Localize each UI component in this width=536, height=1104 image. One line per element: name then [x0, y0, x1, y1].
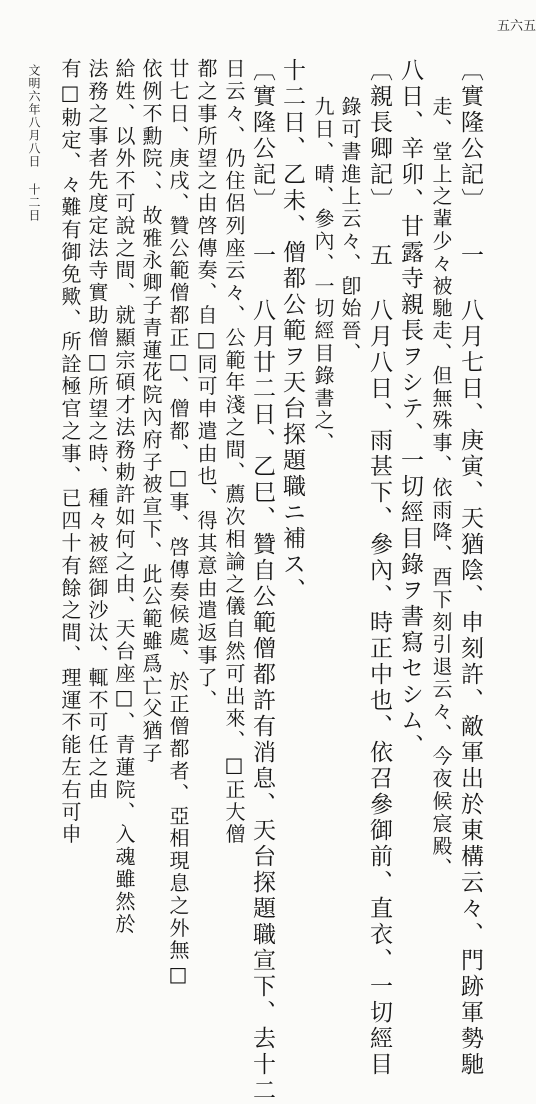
text-column-1: 〔實隆公記〕 一 八月七日、庚寅、天猶陰、申刻許、敵軍出於東構云々、門跡軍勢馳 [457, 58, 483, 1078]
text-column-12: 依例不勳院、、故雅永卿子青蓮花院內府子被宣下、此公範雖爲亡父猶子 [139, 58, 163, 765]
margin-date-note: 文明六年八月八日 十二日 [27, 64, 41, 222]
text-column-11: 廿七日、庚戌、贊公範僧都正□、僧都、□事、啓傳奏候處、於正僧都者、亞相現息之外無□ [166, 58, 190, 989]
text-column-9: 日云々、仍住侶列座云々、公範年淺之間、薦次相論之儀自然可出來、□正大僧 [222, 58, 246, 846]
text-column-4: 〔親長卿記〕 五 八月八日、雨甚下、參內、時正中也、依召參御前、直衣、一切經目 [366, 58, 392, 1078]
text-column-14: 法務之事者先度定法寺實助僧□所望之時、種々被經御沙汰、輒不可任之由 [85, 58, 109, 802]
text-column-5: 錄可書進上云々、卽始晉、 [338, 96, 362, 365]
text-column-2: 走、堂上之輩少々被馳走、但無殊事、依雨降、酉下刻引退云々、今夜候宸殿、 [429, 96, 453, 880]
text-column-7: 十二日、乙未、僧都公範ヲ天台探題職ニ補ス、 [279, 58, 305, 604]
text-column-13: 給姓、以外不可說之間、就顯宗碩才法務勅許如何之由、天台座□、青蓮院、入魂雖然於 [112, 58, 136, 936]
text-column-15: 有□勅定、々難有御免歟、所詮極官之事、已四十有餘之間、理運不能左右可申 [58, 58, 82, 846]
text-column-8: 〔實隆公記〕 一 八月廿二日、乙巳、贊自公範僧都許有消息、天台探題職宣下、去十二 [249, 58, 275, 1104]
text-column-3: 八日、辛卯、甘露寺親長ヲシテ、一切經目錄ヲ書寫セシム、 [397, 58, 423, 760]
text-column-6: 九日、晴、參內、一切經目錄書之、 [311, 96, 335, 455]
page-number: 五六五 [497, 19, 536, 34]
text-column-10: 都之事所望之由啓傳奏、自□同可申遣由也、得其意由遣返事了、 [194, 58, 218, 712]
